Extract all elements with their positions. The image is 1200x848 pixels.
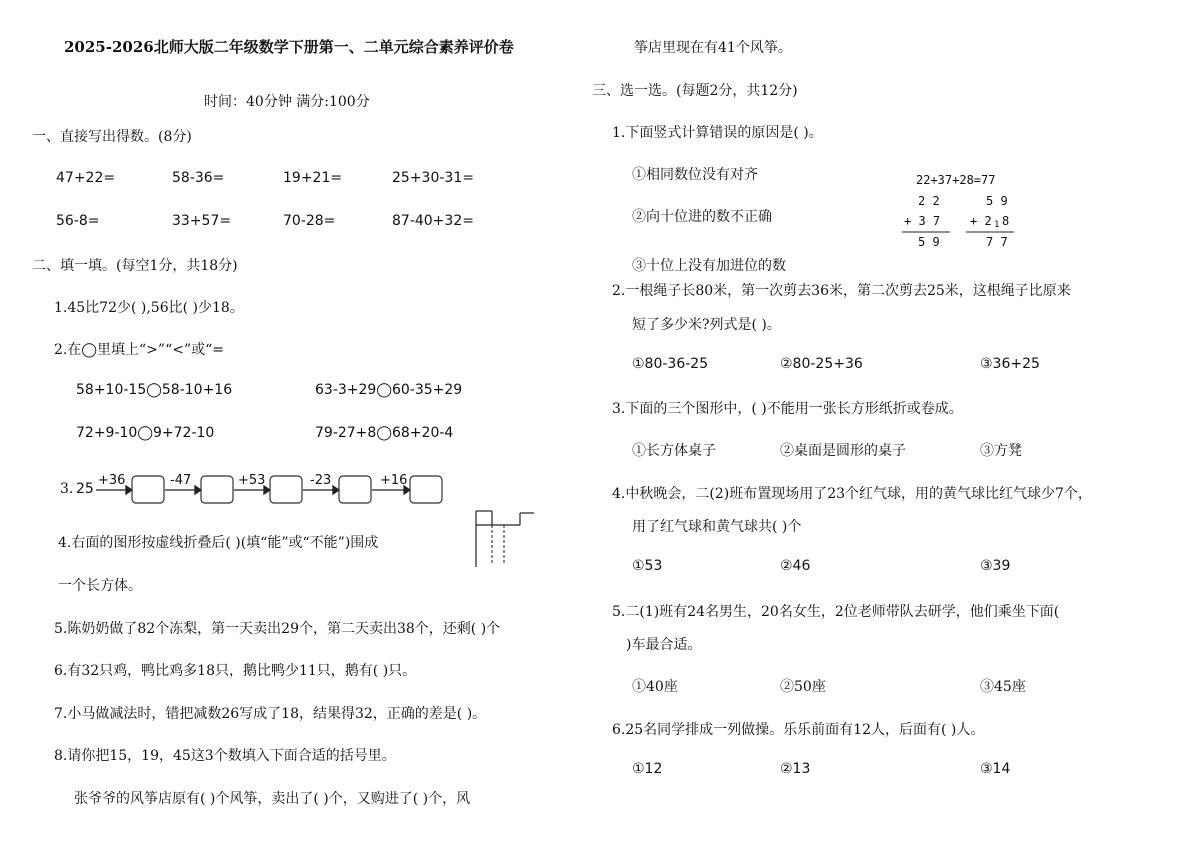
compare-item: 63-3+29◯60-35+29: [315, 382, 463, 398]
chain-op: +53: [238, 473, 266, 488]
question-2-4-line2: 一个长方体。: [58, 578, 142, 594]
option: ②13: [780, 761, 811, 777]
question-2-1: 1.45比72少( ),56比( )少18。: [54, 300, 244, 316]
option: ③39: [980, 558, 1011, 574]
answer-box[interactable]: [410, 476, 442, 503]
answer-box[interactable]: [132, 476, 164, 503]
compare-item: 58+10-15◯58-10+16: [76, 382, 233, 398]
calc-item: 19+21=: [283, 170, 343, 186]
chain-op: +16: [380, 473, 408, 488]
option: ②46: [780, 558, 811, 574]
option: ②80-25+36: [780, 356, 863, 372]
question-3-2-line1: 2.一根绳子长80米，第一次剪去36米，第二次剪去25米，这根绳子比原来: [612, 283, 1071, 299]
question-2-8: 8.请你把15，19，45这3个数填入下面合适的括号里。: [54, 748, 396, 764]
question-2-4-line1: 4.右面的图形按虚线折叠后( )(填“能”或“不能”)围成: [58, 535, 379, 551]
option: ①53: [632, 558, 663, 574]
calc-item: 25+30-31=: [392, 170, 474, 186]
vertical-lines: [900, 230, 1020, 234]
option: ①12: [632, 761, 663, 777]
option: ①相同数位没有对齐: [632, 167, 758, 183]
vertical-b-top: 5 9: [986, 194, 1008, 208]
compare-item: 72+9-10◯9+72-10: [76, 425, 215, 441]
vertical-a-top: 2 2: [918, 194, 940, 208]
calc-item: 58-36=: [172, 170, 225, 186]
vertical-b-add-end: 8: [1002, 214, 1010, 228]
option: ③36+25: [980, 356, 1040, 372]
compare-item: 79-27+8◯68+20-4: [315, 425, 454, 441]
answer-box[interactable]: [270, 476, 302, 503]
section-1-heading: 一、直接写出得数。(8分): [32, 129, 192, 145]
vertical-b-add: + 2: [970, 214, 992, 228]
vertical-b-carry: 1: [994, 220, 1000, 230]
option: ③14: [980, 761, 1011, 777]
question-2-8-text: 张爷爷的风筝店原有( )个风筝，卖出了( )个，又购进了( )个，风: [74, 791, 471, 807]
chain-op: -23: [310, 473, 332, 488]
question-3-3: 3.下面的三个图形中，( )不能用一张长方形纸折或卷成。: [612, 401, 963, 417]
exam-subtitle: 时间：40分钟 满分:100分: [204, 94, 370, 110]
question-3-4-line2: 用了红气球和黄气球共( )个: [632, 519, 802, 535]
vertical-a-result: 5 9: [918, 235, 940, 249]
answer-box[interactable]: [339, 476, 371, 503]
question-2-8-continued: 筝店里现在有41个风筝。: [634, 40, 792, 56]
question-2-2: 2.在◯里填上“>”“<”或“=: [54, 342, 225, 358]
chain-start-value: 25: [76, 481, 94, 497]
section-2-heading: 二、填一填。(每空1分，共18分): [32, 258, 238, 274]
chain-op: -47: [170, 473, 192, 488]
box-net-figure: [474, 507, 538, 569]
question-2-3-number: 3.: [60, 481, 74, 497]
option: ③十位上没有加进位的数: [632, 258, 786, 274]
question-3-1: 1.下面竖式计算错误的原因是( )。: [612, 125, 823, 141]
question-2-7: 7.小马做减法时，错把减数26写成了18，结果得32，正确的差是( )。: [54, 706, 487, 722]
option: ②向十位进的数不正确: [632, 209, 772, 225]
chain-op: +36: [98, 473, 126, 488]
option: ②50座: [780, 679, 826, 695]
calc-item: 70-28=: [283, 213, 336, 229]
calc-item: 56-8=: [56, 213, 100, 229]
option: ②桌面是圆形的桌子: [780, 443, 906, 459]
section-3-heading: 三、选一选。(每题2分，共12分): [592, 83, 798, 99]
question-3-4-line1: 4.中秋晚会，二(2)班布置现场用了23个红气球，用的黄气球比红气球少7个，: [612, 486, 1092, 502]
vertical-equation: 22+37+28=77: [916, 173, 996, 187]
option: ①80-36-25: [632, 356, 709, 372]
vertical-a-add: + 3 7: [904, 214, 941, 228]
question-3-5-line1: 5.二(1)班有24名男生，20名女生，2位老师带队去研学，他们乘坐下面(: [612, 604, 1060, 620]
calc-item: 47+22=: [56, 170, 116, 186]
question-3-5-line2: )车最合适。: [626, 637, 702, 653]
option: ①长方体桌子: [632, 443, 716, 459]
calc-item: 87-40+32=: [392, 213, 474, 229]
calc-item: 33+57=: [172, 213, 232, 229]
question-2-6: 6.有32只鸡，鸭比鸡多18只，鹅比鸭少11只，鹅有( )只。: [54, 663, 417, 679]
question-3-2-line2: 短了多少米?列式是( )。: [632, 317, 781, 333]
question-2-5: 5.陈奶奶做了82个冻梨，第一天卖出29个，第二天卖出38个，还剩( )个: [54, 621, 501, 637]
exam-title: 2025-2026北师大版二年级数学下册第一、二单元综合素养评价卷: [64, 38, 514, 56]
option: ①40座: [632, 679, 678, 695]
question-3-6: 6.25名同学排成一列做操。乐乐前面有12人，后面有( )人。: [612, 722, 985, 738]
answer-box[interactable]: [201, 476, 233, 503]
option: ③45座: [980, 679, 1026, 695]
option: ③方凳: [980, 443, 1022, 459]
vertical-b-result: 7 7: [986, 235, 1008, 249]
